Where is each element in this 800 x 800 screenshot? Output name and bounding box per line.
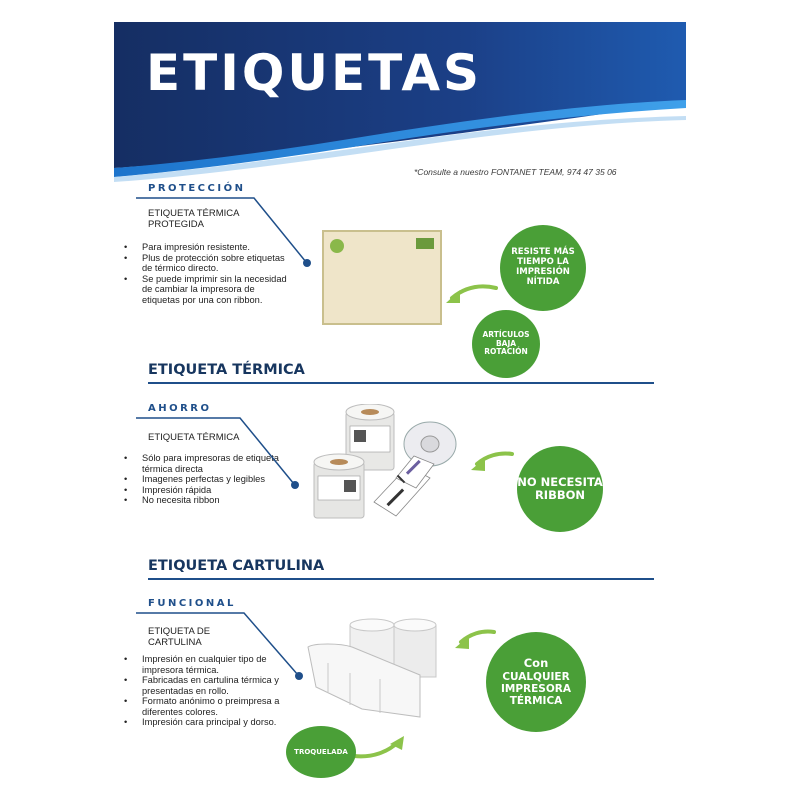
section-label-ahorro: AHORRO <box>148 403 212 414</box>
section-title-cartulina: ETIQUETA CARTULINA <box>148 558 325 574</box>
bubble-no-ribbon: NO NECESITA RIBBON <box>517 446 603 532</box>
bubble-resiste: RESISTE MÁS TIEMPO LA IMPRESIÓN NÍTIDA <box>500 225 586 311</box>
flyer-page <box>114 22 686 780</box>
subhead-line: ETIQUETA TÉRMICA <box>148 208 240 219</box>
page-title: ETIQUETAS <box>146 44 483 102</box>
list-item: • No necesita ribbon <box>122 495 282 506</box>
list-item: • Impresión rápida <box>122 485 282 496</box>
section-label-funcional: FUNCIONAL <box>148 598 236 609</box>
bubble-text: CUALQUIER IMPRESORA TÉRMICA <box>500 670 571 707</box>
section-label-proteccion: PROTECCIÓN <box>148 183 246 194</box>
bubble-troquelada: TROQUELADA <box>286 726 356 778</box>
list-item: • Plus de protección sobre etiquetas de térmico directo. <box>122 253 292 274</box>
list-item: • Impresión en cualquier tipo de impresora térmica. <box>122 654 282 675</box>
subhead-line: PROTEGIDA <box>148 219 204 230</box>
bubble-baja-rotacion: ARTÍCULOS BAJA ROTACIÓN <box>472 310 540 378</box>
list-item: • Para impresión resistente. <box>122 242 292 253</box>
list-item: • Se puede imprimir sin la necesidad de cambiar la impresora de etiquetas por una con ribbon. <box>122 274 292 306</box>
section-title-termica: ETIQUETA TÉRMICA <box>148 362 305 378</box>
list-item: • Sólo para impresoras de etiqueta térmica directa <box>122 453 282 474</box>
list-item: • Formato anónimo o preimpresa a diferentes colores. <box>122 696 282 717</box>
subhead-line: ETIQUETA DE <box>148 626 211 637</box>
subhead-etiqueta-termica: ETIQUETA TÉRMICA <box>148 432 240 443</box>
list-item: • Impresión cara principal y dorso. <box>122 717 282 728</box>
list-item: • Fabricadas en cartulina térmica y presentadas en rollo. <box>122 675 282 696</box>
bubble-cualquier-impresora <box>486 632 586 732</box>
subhead-line: CARTULINA <box>148 637 202 648</box>
consult-note: *Consulte a nuestro FONTANET TEAM, 974 47 35 06 <box>414 167 617 177</box>
list-item: • Imagenes perfectas y legibles <box>122 474 282 485</box>
bubble-text: Con <box>523 656 549 671</box>
arrow-3 <box>114 22 686 780</box>
